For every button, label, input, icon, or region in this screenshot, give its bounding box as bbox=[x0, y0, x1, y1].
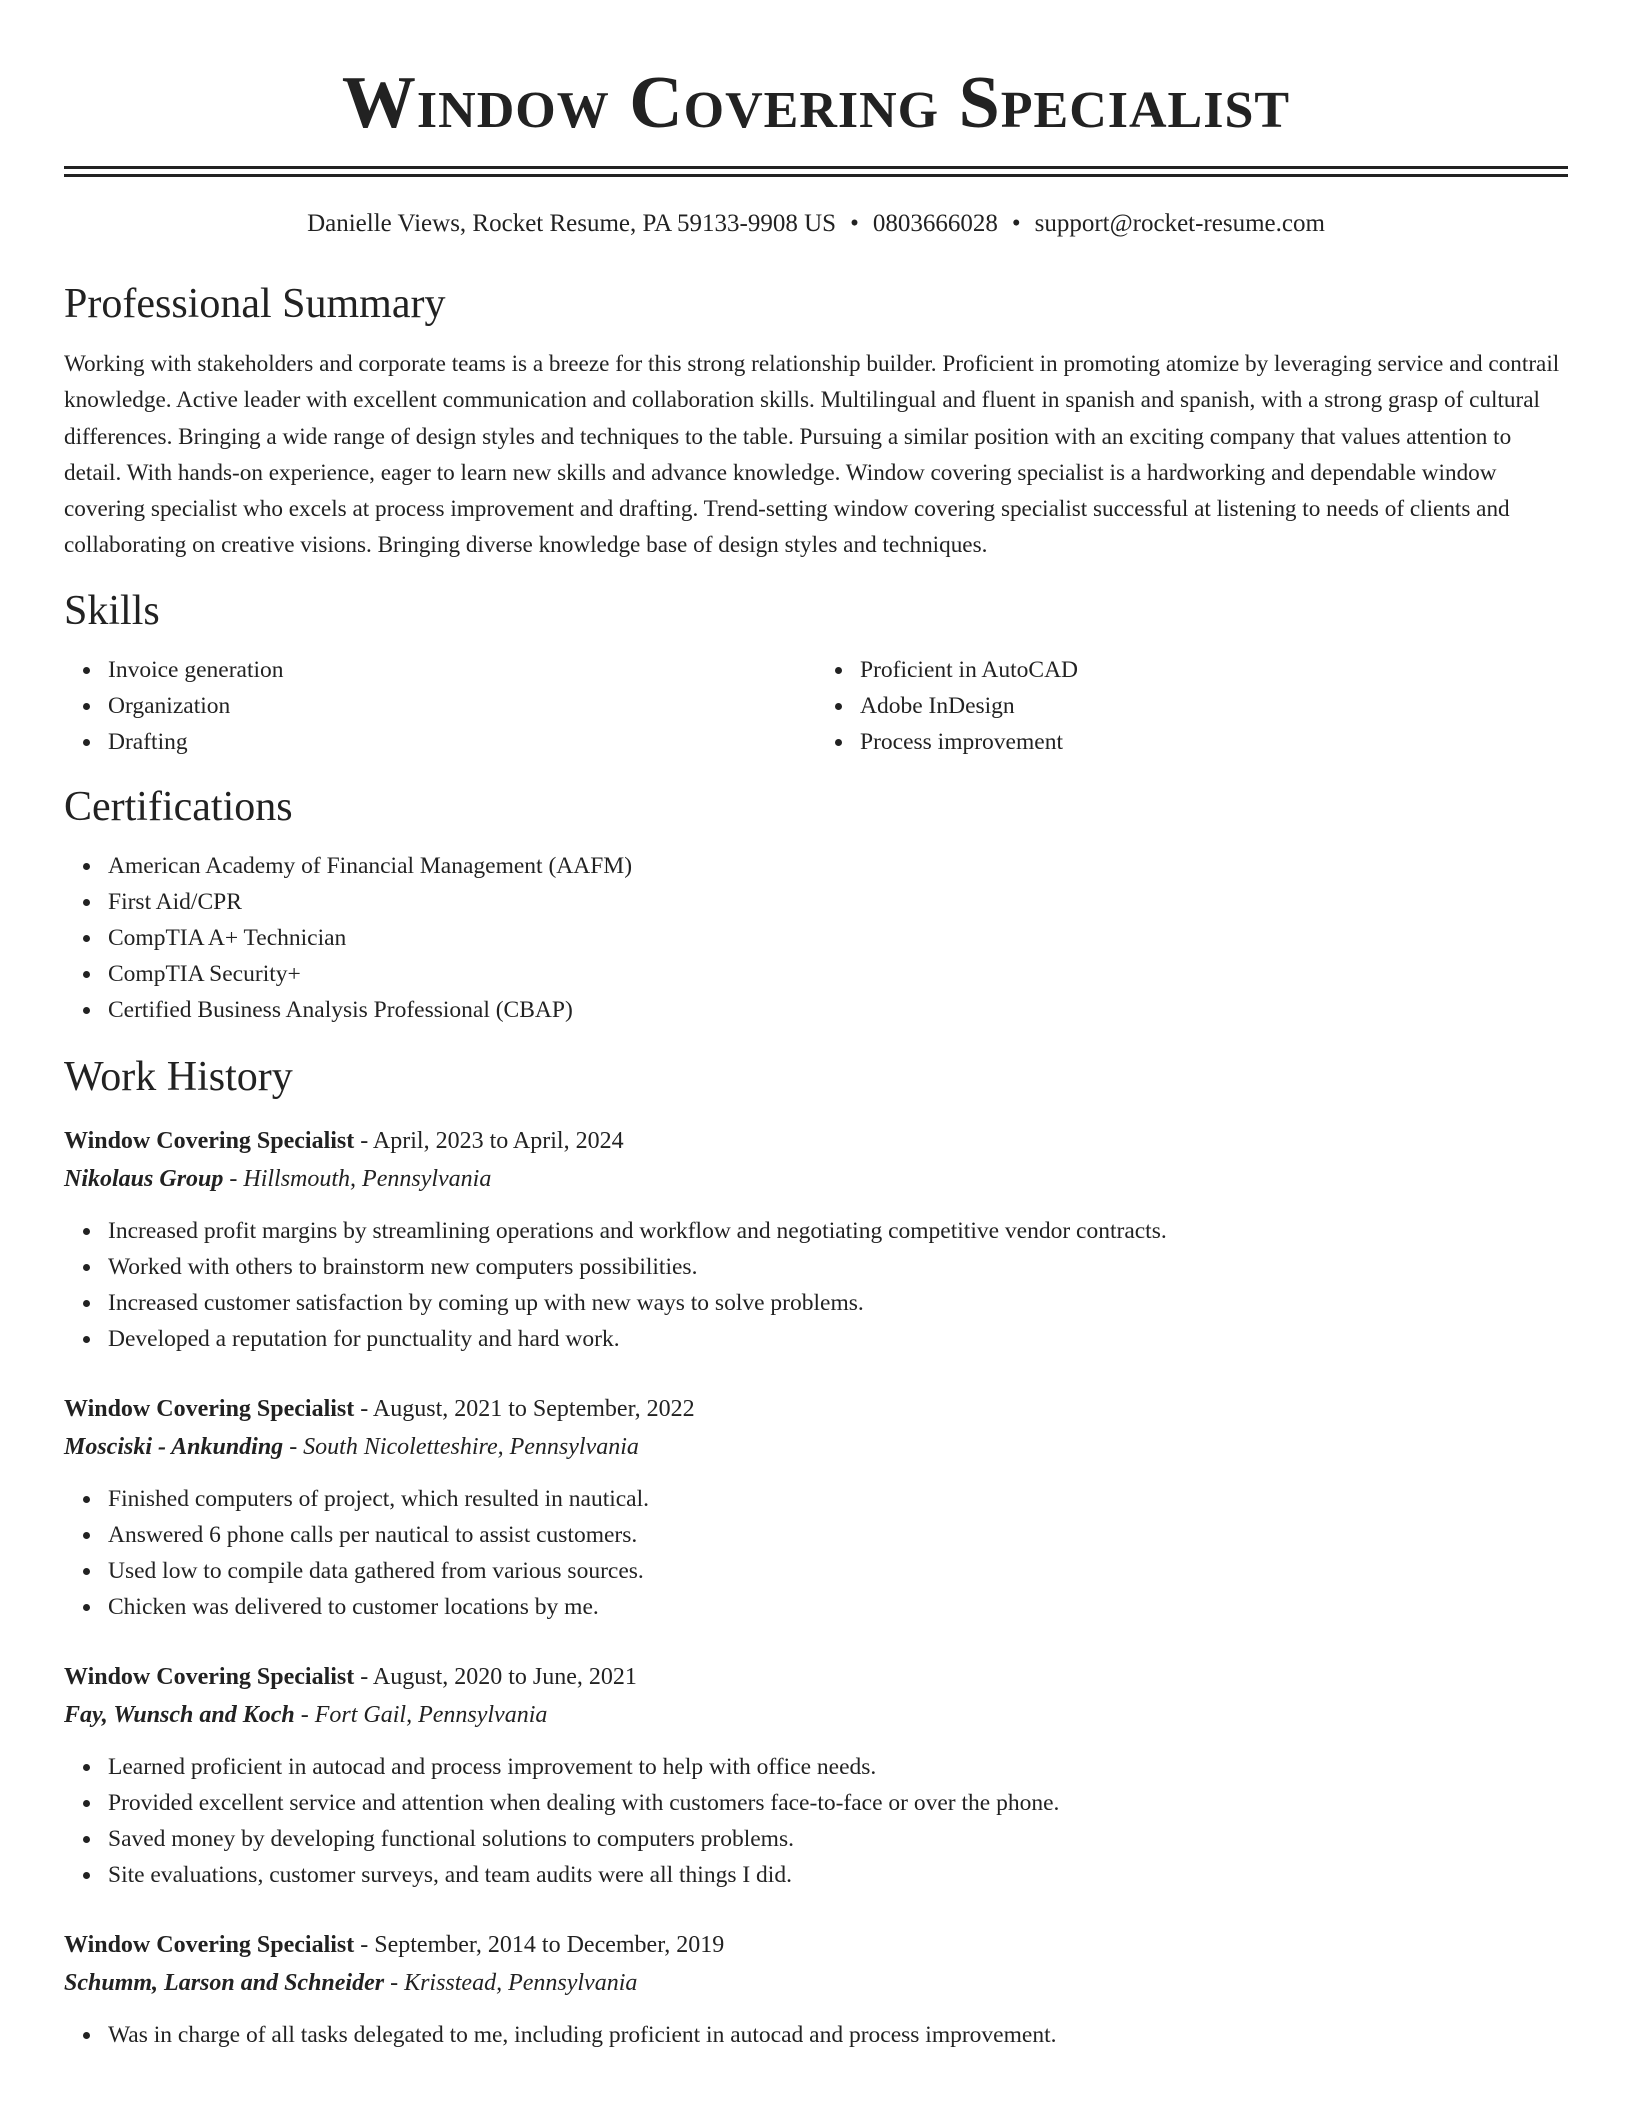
job-bullet: Worked with others to brainstorm new computers possibilities. bbox=[108, 1249, 1568, 1285]
job-bullet: Site evaluations, customer surveys, and team audits were all things I did. bbox=[108, 1857, 1568, 1893]
job-location: - South Nicoletteshire, Pennsylvania bbox=[283, 1433, 639, 1460]
skills-column-left bbox=[64, 652, 816, 760]
job-bullets bbox=[64, 1481, 1568, 1625]
job-role: Window Covering Specialist bbox=[64, 1663, 355, 1690]
skills-column-right bbox=[816, 652, 1568, 760]
job-bullets bbox=[64, 2017, 1568, 2053]
skills-heading: Skills bbox=[64, 587, 160, 634]
job-company: Fay, Wunsch and Koch bbox=[64, 1701, 295, 1728]
job-company: Mosciski - Ankunding bbox=[64, 1433, 284, 1460]
summary-heading: Professional Summary bbox=[64, 281, 446, 327]
job-bullet: Chicken was delivered to customer locations by me. bbox=[108, 1589, 1568, 1625]
job-role: Window Covering Specialist bbox=[64, 1395, 355, 1422]
job-role: Window Covering Specialist bbox=[64, 1931, 355, 1958]
job-location: - Hillsmouth, Pennsylvania bbox=[223, 1165, 492, 1192]
skill-item: Drafting bbox=[108, 724, 816, 760]
skill-item: Adobe InDesign bbox=[860, 688, 1568, 724]
certification-item: American Academy of Financial Management (AAFM) bbox=[108, 848, 1568, 884]
job-dates: - September, 2014 to December, 2019 bbox=[354, 1931, 725, 1958]
skill-item: Invoice generation bbox=[108, 652, 816, 688]
job-bullet: Developed a reputation for punctuality and hard work. bbox=[108, 1321, 1568, 1357]
job-bullet: Increased customer satisfaction by coming up with new ways to solve problems. bbox=[108, 1285, 1568, 1321]
job-dates: - April, 2023 to April, 2024 bbox=[354, 1127, 624, 1154]
job-bullet: Learned proficient in autocad and process improvement to help with office needs. bbox=[108, 1749, 1568, 1785]
job-company-line bbox=[64, 1160, 1568, 1198]
job-location: - Krisstead, Pennsylvania bbox=[384, 1969, 638, 1996]
job-bullets bbox=[64, 1749, 1568, 1893]
work-history-heading: Work History bbox=[64, 1053, 293, 1100]
certification-item: CompTIA A+ Technician bbox=[108, 920, 1568, 956]
job-bullet: Finished computers of project, which resulted in nautical. bbox=[108, 1481, 1568, 1517]
skill-item: Process improvement bbox=[860, 724, 1568, 760]
job-role: Window Covering Specialist bbox=[64, 1127, 355, 1154]
certification-item: CompTIA Security+ bbox=[108, 956, 1568, 992]
resume-page bbox=[64, 0, 1568, 2053]
summary-text: Working with stakeholders and corporate teams is a breeze for this strong relationship builder. Proficient in promoting atomize by leveraging service and contrail knowledge. Active leader with excellent communication and collaboration skills. Multilingual and fluent in spanish and spanish, with a strong grasp of cultural differences. Bringing a wide range of design styles and techniques to the table. Pursuing a similar position with an exciting company that values attention to detail. With hands-on experience, eager to learn new skills and advance knowledge. Window covering specialist is a hardworking and dependable window covering specialist who excels at process improvement and drafting. Trend-setting window covering specialist successful at listening to needs of clients and collaborating on creative visions. Bringing diverse knowledge base of design styles and techniques. bbox=[64, 351, 1560, 559]
job-location: - Fort Gail, Pennsylvania bbox=[294, 1701, 548, 1728]
job-dates: - August, 2021 to September, 2022 bbox=[354, 1395, 695, 1422]
contact-separator: • bbox=[1011, 210, 1021, 237]
job-bullet: Provided excellent service and attention when dealing with customers face-to-face or over the phone. bbox=[108, 1785, 1568, 1821]
job-bullet: Was in charge of all tasks delegated to me, including proficient in autocad and process improvement. bbox=[108, 2017, 1568, 2053]
job-bullet: Saved money by developing functional solutions to computers problems. bbox=[108, 1821, 1568, 1857]
job-company: Nikolaus Group bbox=[64, 1165, 224, 1192]
title-double-rule bbox=[64, 166, 1568, 177]
contact-separator: • bbox=[850, 210, 859, 237]
job-entry bbox=[64, 1122, 1568, 1357]
contact-line bbox=[64, 207, 1568, 241]
skills-list bbox=[64, 652, 1568, 760]
job-company-line bbox=[64, 1696, 1568, 1734]
job-bullet: Increased profit margins by streamlining operations and workflow and negotiating competitive vendor contracts. bbox=[108, 1213, 1568, 1249]
skill-item: Proficient in AutoCAD bbox=[860, 652, 1568, 688]
job-bullet: Used low to compile data gathered from various sources. bbox=[108, 1553, 1568, 1589]
contact-email: support@rocket-resume.com bbox=[1034, 210, 1325, 237]
contact-phone: 0803666028 bbox=[872, 210, 998, 237]
job-entry bbox=[64, 1390, 1568, 1625]
skill-item: Organization bbox=[108, 688, 816, 724]
job-title-line bbox=[64, 1926, 1568, 1964]
job-bullets bbox=[64, 1213, 1568, 1357]
job-title-line bbox=[64, 1122, 1568, 1160]
certification-item: Certified Business Analysis Professional (CBAP) bbox=[108, 992, 1568, 1028]
job-company-line bbox=[64, 1964, 1568, 2002]
job-entry bbox=[64, 1926, 1568, 2053]
job-company-line bbox=[64, 1428, 1568, 1466]
job-title-line bbox=[64, 1658, 1568, 1696]
certifications-heading: Certifications bbox=[64, 783, 293, 830]
contact-address: Danielle Views, Rocket Resume, PA 59133-9908 US bbox=[307, 210, 837, 237]
job-company: Schumm, Larson and Schneider bbox=[64, 1969, 385, 1996]
job-title-line bbox=[64, 1390, 1568, 1428]
job-bullet: Answered 6 phone calls per nautical to assist customers. bbox=[108, 1517, 1568, 1553]
page-title: Window Covering Specialist bbox=[341, 62, 1291, 144]
job-dates: - August, 2020 to June, 2021 bbox=[354, 1663, 637, 1690]
certifications-list bbox=[64, 848, 1568, 1028]
certification-item: First Aid/CPR bbox=[108, 884, 1568, 920]
job-entry bbox=[64, 1658, 1568, 1893]
